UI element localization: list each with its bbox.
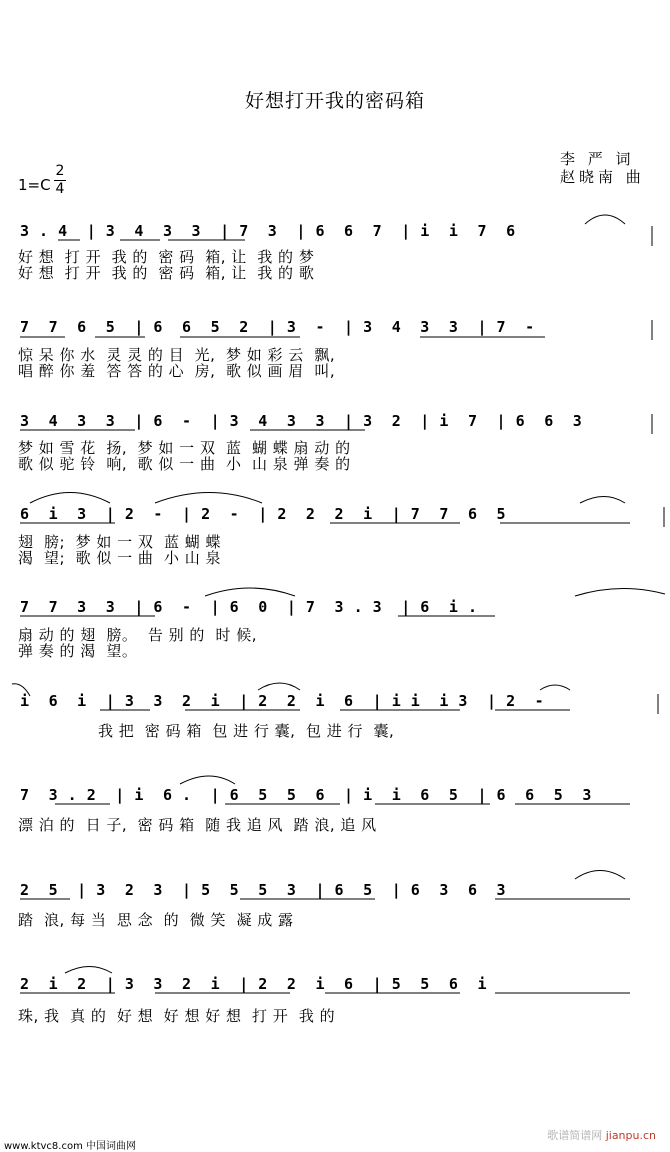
notation-line: 6 i 3 | 2 - | 2 - | 2 2 2 i | 7 7 6 5	[20, 505, 507, 523]
lyric-line: 弹 奏 的 渴 望。	[18, 642, 138, 660]
notation-line: 7 3 . 2 | i 6 . | 6 5 5 6 | i i 6 5 | 6 6 5 3	[20, 786, 592, 804]
lyric-line: 踏 浪, 每 当 思 念 的 微 笑 凝 成 露	[18, 911, 294, 929]
lyric-line: 珠, 我 真 的 好 想 好 想 好 想 打 开 我 的	[18, 1007, 336, 1025]
lyric-line: 歌 似 驼 铃 响, 歌 似 一 曲 小 山 泉 弹 奏 的	[18, 455, 351, 473]
watermark-url: jianpu.cn	[605, 1129, 656, 1142]
notation-line: 7 7 3 3 | 6 - | 6 0 | 7 3 . 3 | 6 i .	[20, 598, 478, 616]
song-title: 好想打开我的密码箱	[244, 90, 425, 112]
lyric-line: 渴 望; 歌 似 一 曲 小 山 泉	[18, 549, 222, 567]
composer-credit: 赵晓南 曲	[560, 168, 645, 186]
notation-line: 3 . 4 | 3 4 3 3 | 7 3 | 6 6 7 | i i 7 6	[20, 222, 516, 240]
lyric-line: 好 想 打 开 我 的 密 码 箱, 让 我 的 歌	[18, 264, 315, 282]
meter-bottom: 4	[55, 181, 65, 197]
lyric-line: 漂 泊 的 日 子, 密 码 箱 随 我 追 风 踏 浪, 追 风	[18, 816, 377, 834]
time-signature	[54, 164, 66, 197]
lyric-line: 扇 动 的 翅 膀。 告 别 的 时 候,	[18, 626, 257, 644]
meter-top: 2	[55, 163, 65, 179]
watermark	[547, 1127, 656, 1143]
watermark-site: 歌谱简谱网	[547, 1129, 603, 1142]
notation-line: 3 4 3 3 | 6 - | 3 4 3 3 | 3 2 | i 7 | 6 6 3	[20, 412, 583, 430]
lyric-line: 唱 醉 你 羞 答 答 的 心 房, 歌 似 画 眉 叫,	[18, 362, 336, 380]
notation-line: 7 7 6 5 | 6 6 5 2 | 3 - | 3 4 3 3 | 7 -	[20, 318, 535, 336]
notation-line: 2 5 | 3 2 3 | 5 5 5 3 | 6 5 | 6 3 6 3	[20, 881, 507, 899]
lyricist-credit: 李 严 词	[560, 150, 635, 168]
footer-source: www.ktvc8.com 中国词曲网	[4, 1141, 137, 1152]
lyric-line: 梦 如 雪 花 扬, 梦 如 一 双 蓝 蝴 蝶 扇 动 的	[18, 439, 351, 457]
lyric-line: 好 想 打 开 我 的 密 码 箱, 让 我 的 梦	[18, 248, 315, 266]
lyric-line: 我 把 密 码 箱 包 进 行 囊, 包 进 行 囊,	[98, 722, 395, 740]
notation-line: i 6 i | 3 3 2 i | 2 2 i 6 | i i i 3 | 2 -	[20, 692, 545, 710]
notation-line: 2 i 2 | 3 3 2 i | 2 2 i 6 | 5 5 6 i	[20, 975, 488, 993]
lyric-line: 惊 呆 你 水 灵 灵 的 目 光, 梦 如 彩 云 飘,	[18, 346, 336, 364]
lyric-line: 翅 膀; 梦 如 一 双 蓝 蝴 蝶	[18, 533, 222, 551]
key-signature: 1=C	[18, 176, 51, 194]
